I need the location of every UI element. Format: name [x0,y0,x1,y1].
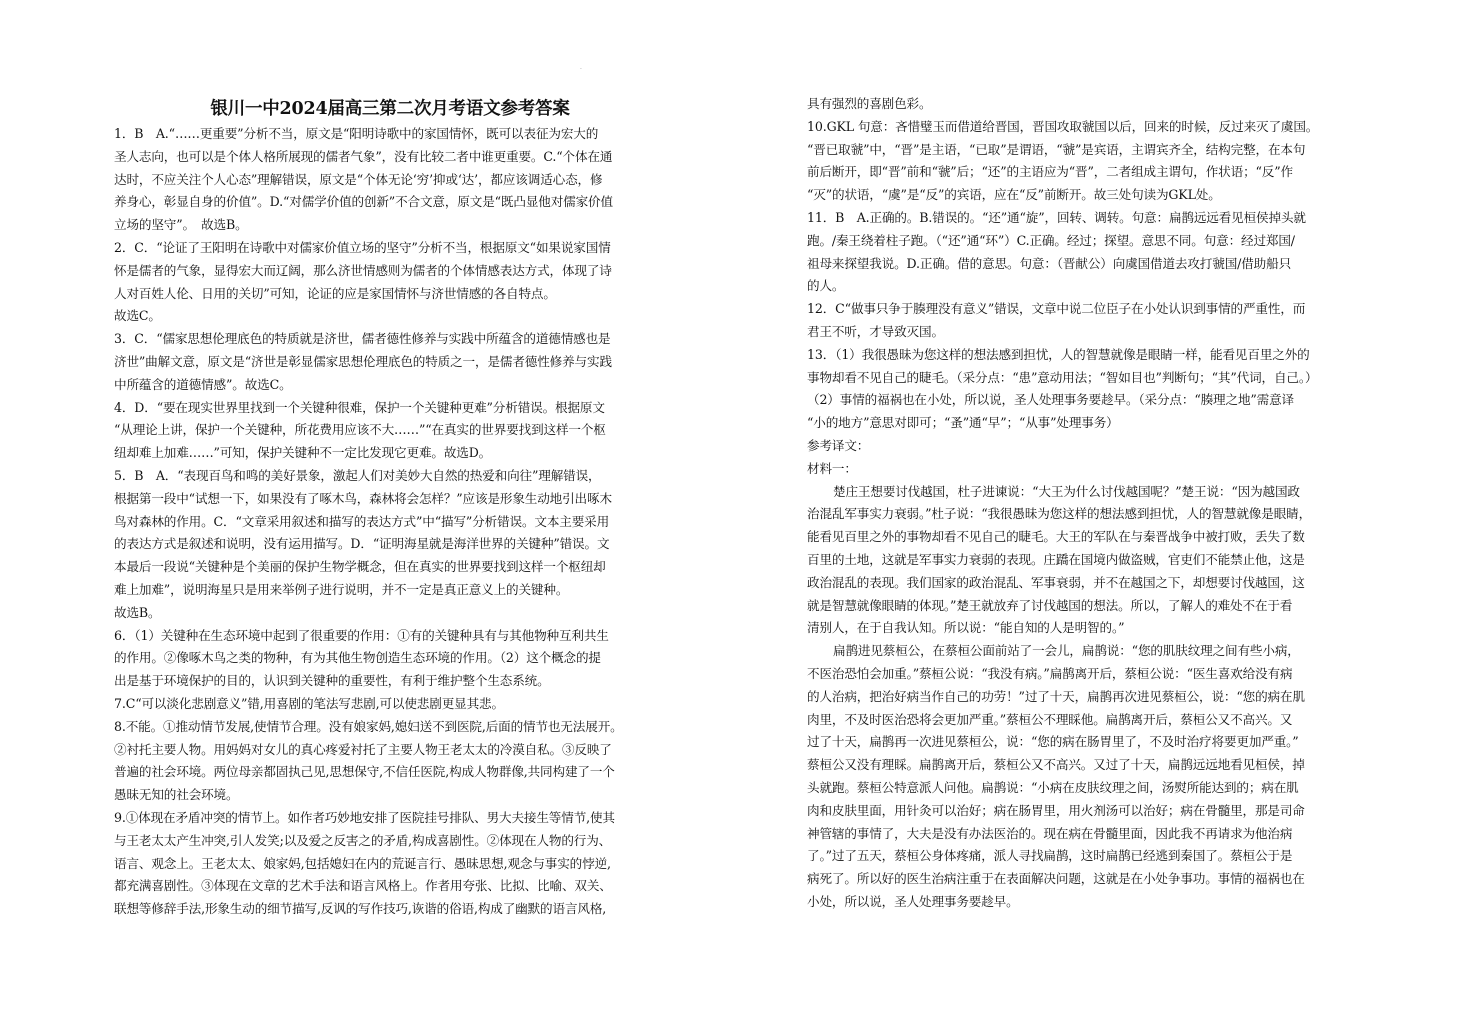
text-line: 都充满喜剧性。③体现在文章的艺术手法和语言风格上。作者用夸张、比拟、比喻、双关、 [114,878,612,894]
text-line: “晋已取虢”中，“晋”是主语，“已取”是谓语，“虢”是宾语，主谓宾齐全，结构完整，在本句 [807,141,1306,157]
text-line: 11．B A.正确的。B.错误的。“还”通“旋”，回转、调转。句意：扁鹊远远看见桓侯掉头就 [807,210,1306,225]
text-line: 肉和皮肤里面，用针灸可以治好；病在肠胃里，用火剂汤可以治好；病在骨髓里，那是司命 [807,802,1305,818]
text-line: 政治混乱的表现。我们国家的政治混乱、军事衰弱，并不在越国之下，却想要讨伐越国，这 [807,574,1305,590]
text-line: 根据第一段中“试想一下，如果没有了啄木鸟，森林将会怎样？”应该是形象生动地引出啄木 [114,490,612,506]
text-line: 10.GKL 句意：吝惜璧玉而借道给晋国，晋国攻取虢国以后，回来的时候，反过来灭了虞国。 [807,118,1319,134]
text-line: 1．B A.“……更重要”分析不当，原文是“阳明诗歌中的家国情怀，既可以表征为宏大的 [114,126,599,141]
text-line: 8.不能。①推动情节发展,使情节合理。没有娘家妈,媳妇送不到医院,后面的情节也无法展开。 [114,718,623,734]
text-line: 的人。 [807,278,845,294]
text-line: 3．C．“儒家思想伦理底色的特质就是济世，儒者德性修养与实践中所蕴含的道德情感也是 [114,331,611,347]
text-line: 7.C“可以淡化悲剧意义”错,用喜剧的笔法写悲剧,可以使悲剧更显其悲。 [114,696,504,711]
text-line: 参考译文： [807,438,870,453]
text-line: 的作用。②像啄木鸟之类的物种，有为其他生物创造生态环境的作用。（2）这个概念的提 [114,650,601,666]
text-line: 材料一： [807,460,857,476]
text-line: 立场的坚守”。 故选B。 [114,217,248,233]
text-line: 6．（1）关键种在生态环境中起到了很重要的作用：①有的关键种具有与其他物种互利共生 [114,627,609,643]
text-line: 楚庄王想要讨伐越国，杜子进谏说：“大王为什么讨伐越国呢？”楚王说：“因为越国政 [833,483,1300,499]
text-line: 具有强烈的喜剧色彩。 [807,96,932,111]
text-line: 人对百姓人伦、日用的关切”可知，论证的应是家国情怀与济世情感的各自特点。 [114,285,556,301]
text-line: 怀是儒者的气象，显得宏大而辽阔，那么济世情感则为儒者的个体情感表达方式，体现了诗 [114,262,612,278]
text-line: “小的地方”意思对即可；“蚤”通“早”；“从事”处理事务） [807,415,1119,431]
text-line: 9.①体现在矛盾冲突的情节上。如作者巧妙地安排了医院挂号排队、男大夫接生等情节,使其 [114,810,615,825]
text-line: 小处，所以说，圣人处理事务要趁早。 [807,894,1019,909]
text-line: 2．C．“论证了王阳明在诗歌中对儒家价值立场的坚守”分析不当，根据原文“如果说家国情 [114,240,611,255]
text-line: 不医治恐怕会加重。”蔡桓公说：“我没有病。”扁鹊离开后，蔡桓公说：“医生喜欢给没有病 [807,666,1293,681]
text-line: 君王不听，才导致灭国。 [807,324,944,339]
text-line: 语言、观念上。王老太太、娘家妈,包括媳妇在内的荒诞言行、愚昧思想,观念与事实的悖逆, [114,855,611,871]
text-line: 治混乱军事实力衰弱。”杜子说：“我很愚昧为您这样的想法感到担忧，人的智慧就像是眼睛， [807,506,1312,522]
text-line: 过了十天，扁鹊再一次进见蔡桓公，说：“您的病在肠胃里了，不及时治疗将要更加严重。” [807,734,1299,750]
text-line: 了。”过了五天，蔡桓公身体疼痛，派人寻找扁鹊，这时扁鹊已经逃到秦国了。蔡桓公于是 [807,848,1293,864]
text-line: 圣人志向，也可以是个体人格所展现的儒者气象”，没有比较二者中谁更重要。C.“个体在通 [114,148,613,164]
text-line: 5．B A．“表现百鸟和鸣的美好景象，激起人们对美妙大自然的热爱和向往”理解错误， [114,468,601,483]
text-line: 神管辖的事情了，大夫是没有办法医治的。现在病在骨髓里面，因此我不再请求为他治病 [807,825,1293,841]
text-line: 蔡桓公又没有理睬。扁鹊离开后，蔡桓公又不高兴。又过了十天，扁鹊远远地看见桓侯，掉 [807,757,1305,773]
text-line: 出是基于环境保护的目的，认识到关键种的重要性，有利于维护整个生态系统。 [114,673,550,689]
text-line: 的人治病，把治好病当作自己的功劳！”过了十天，扁鹊再次进见蔡桓公，说：“您的病在肌 [807,688,1305,704]
text-line: 12．C“做事只争于腠理没有意义”错误，文章中说二位臣子在小处认识到事情的严重性，而 [807,301,1306,317]
text-line: 鸟对森林的作用。C．“文章采用叙述和描写的表达方式”中“描写”分析错误。文本主要采用 [114,513,610,529]
text-line: （2）事情的福祸也在小处，所以说，圣人处理事务要趁早。（采分点：“腠理之地”需意译 [807,392,1295,408]
text-line: “灭”的状语，“虞”是“反”的宾语，应在“反”前断开。故三处句读为GKL处。 [807,187,1221,203]
text-line: 与王老太太产生冲突,引人发笑;以及爱之反害之的矛盾,构成喜剧性。②体现在人物的行为、 [114,832,612,848]
text-line: “从理论上讲，保护一个关键种，所花费用应该不大……”“在真实的世界要找到这样一个枢 [114,422,606,438]
text-line: 能看见百里之外的事物却看不见自己的睫毛。大王的军队在与秦晋战争中被打败，丢失了数 [807,529,1305,545]
text-line: 13．（1）我很愚昧为您这样的想法感到担忧，人的智慧就像是眼睛一样，能看见百里之外的 [807,346,1310,362]
text-line: 百里的土地，这就是军事实力衰弱的表现。庄蹻在国境内做盗贼，官吏们不能禁止他，这是 [807,552,1305,567]
text-line: 肉里，不及时医治恐将会更加严重。”蔡桓公不理睬他。扁鹊离开后，蔡桓公又不高兴。又 [807,711,1293,727]
text-line: ②衬托主要人物。用妈妈对女儿的真心疼爱衬托了主要人物王老太太的冷漠自私。③反映了 [114,741,612,757]
text-line: 事物却看不见自己的睫毛。（采分点：“患”意动用法；“智如目也”判断句；“其”代词，自己。） [807,369,1318,385]
text-line: 中所蕴含的道德情感”。故选C。 [114,376,292,392]
text-line: 难上加难”，说明海星只是用来举例子进行说明，并不一定是真正意义上的关键种。 [114,582,569,597]
text-line: 扁鹊进见蔡桓公，在蔡桓公面前站了一会儿，扁鹊说：“您的肌肤纹理之间有些小病， [833,643,1300,659]
text-line: 祖母来探望我说。D.正确。借的意思。句意：（晋献公）向虞国借道去攻打虢国/借助船只 [807,255,1292,271]
text-line: 济世”曲解文意，原文是“济世是彰显儒家思想伦理底色的特质之一，是儒者德性修养与实践 [114,354,612,369]
text-line: 前后断开，即“晋”前和“虢”后；“还”的主语应为“晋”，二者组成主谓句，作状语；“反”作 [807,164,1293,180]
text-line: 故选B。 [114,604,161,620]
text-line: 头就跑。蔡桓公特意派人问他。扁鹊说：“小病在皮肤纹理之间，汤熨所能达到的；病在肌 [807,780,1299,795]
text-line: 故选C。 [114,308,161,324]
text-line: 纽却难上加难……”可知，保护关键种不一定比发现它更难。故选D。 [114,445,492,461]
text-line: 跑。/秦王绕着柱子跑。（“还”通“环”）C.正确。经过；探望。意思不同。句意：经过郑国/ [807,232,1295,248]
text-line: 本最后一段说“关键种是个美丽的保护生物学概念，但在真实的世界要找到这样一个枢纽却 [114,559,606,575]
text-line: 就是智慧就像眼睛的体现。”楚王就放弃了讨伐越国的想法。所以，了解人的难处不在于看 [807,597,1293,613]
text-line: 愚昧无知的社会环境。 [114,787,239,803]
text-line: 的表达方式是叙述和说明，没有运用描写。D．“证明海星就是海洋世界的关键种”错误。文 [114,536,610,552]
text-line: 4．D．“要在现实世界里找到一个关键种很难，保护一个关键种更难”分析错误。根据原文 [114,399,605,415]
document-title: 银川一中2024届高三第二次月考语文参考答案 [210,99,570,119]
page-mark: · [580,66,582,73]
text-line: 联想等修辞手法,形象生动的细节描写,反讽的写作技巧,诙谐的俗语,构成了幽默的语言风格, [114,901,607,917]
text-line: 养身心，彰显自身的价值”。D.“对儒学价值的创新”不合文意，原文是“既凸显他对儒家价值 [114,194,613,210]
text-line: 病死了。所以好的医生治病注重于在表面解决问题，这就是在小处争事功。事情的福祸也在 [807,871,1305,887]
text-line: 普遍的社会环境。两位母亲都固执己见,思想保守,不信任医院,构成人物群像,共同构建了一个 [114,764,615,780]
text-line: 清别人，在于自我认知。所以说：“能自知的人是明智的。” [807,620,1125,636]
text-line: 达时，不应关注个人心态”理解错误，原文是“个体无论‘穷’抑或‘达’，都应该调适心态，修 [114,171,603,187]
